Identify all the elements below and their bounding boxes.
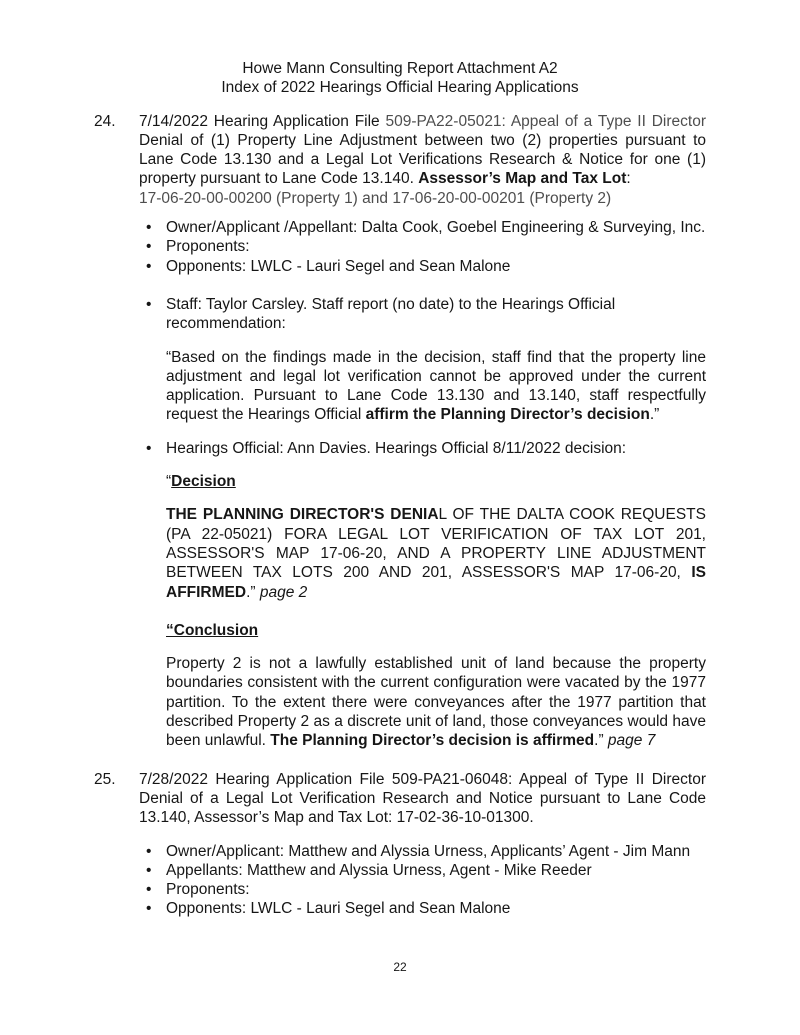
staff-quote-close: .” bbox=[649, 406, 660, 424]
bullet-staff: • Staff: Taylor Carsley. Staff report (no date) to the Hearings Official recommendation: bbox=[139, 295, 706, 334]
item-24 bbox=[94, 112, 706, 751]
decision-bold-lead: THE PLANNING DIRECTOR'S DENIA bbox=[166, 506, 439, 524]
staff-quote-text: “Based on the findings made in the decision, staff find that the property line adjustment and legal lot verification cannot be approved under the current application. Pursuant to Lane Code 13.130 and 13.140, staff respectfully request the Hearings Official bbox=[166, 348, 706, 424]
bullet-opponents: • Opponents: LWLC - Lauri Segel and Sean Malone bbox=[139, 899, 706, 918]
map-tax-lot-line: 17-06-20-00-00200 (Property 1) and 17-06-20-00-00201 (Property 2) bbox=[139, 189, 612, 207]
item-24-hearings-list bbox=[139, 439, 706, 458]
bullet-proponents: • Proponents: bbox=[139, 237, 706, 256]
doc-title-line-2: Index of 2022 Hearings Official Hearing Applications bbox=[221, 79, 579, 97]
item-24-intro bbox=[139, 112, 706, 189]
bullet-opponents: • Opponents: LWLC - Lauri Segel and Sean Malone bbox=[139, 257, 706, 276]
item-25-parties-list bbox=[139, 842, 706, 919]
item-24-parties-list bbox=[139, 218, 706, 276]
file-number-text: 509-PA22-05021: Appeal of a Type II Director bbox=[385, 112, 706, 130]
bullet-owner-applicant: • Owner/Applicant: Matthew and Alyssia Urness, Applicants’ Agent - Jim Mann bbox=[139, 842, 706, 861]
decision-body-text: L OF THE DALTA COOK REQUESTS (PA 22-05021) FORA LEGAL LOT VERIFICATION OF TAX LOT 201, ASSESSOR'S MAP 17-06-20, AND A PROPERTY LINE ADJUSTMENT BETWEEN TAX LOTS 200 AND 201, ASSESSOR'S MAP 17-06-20, bbox=[166, 506, 706, 582]
item-25-intro: 7/28/2022 Hearing Application File 509-PA21-06048: Appeal of Type II Director Denial of a Legal Lot Verification Research and Notice pursuant to Lane Code 13.140, Assessor’s Map and Tax Lot: 17-02-36-10-01300. bbox=[139, 770, 706, 827]
conclusion-body-text: Property 2 is not a lawfully established unit of land because the property boundaries consistent with the current configuration were vacated by the 1977 partition. To the extent there were conveyances after the 1977 partition that described Property 2 as a discrete unit of land, those conveyances would have been unlawful. bbox=[166, 655, 706, 750]
decision-open-quote: “ bbox=[166, 473, 172, 491]
document-header bbox=[94, 59, 706, 98]
staff-quote-bold-text: affirm the Planning Director’s decision bbox=[365, 406, 650, 424]
decision-heading-text: Decision bbox=[171, 473, 236, 491]
item-24-body bbox=[139, 112, 706, 751]
item-25 bbox=[94, 770, 706, 919]
decision-close: .” bbox=[246, 583, 260, 601]
decision-page-ref: page 2 bbox=[259, 583, 308, 601]
decision-affirmed-bold: IS AFFIRMED bbox=[166, 564, 706, 601]
conclusion-close: .” bbox=[594, 732, 608, 750]
decision-paragraph bbox=[166, 505, 706, 601]
item-25-body bbox=[139, 770, 706, 919]
staff-recommendation-quote bbox=[166, 348, 706, 425]
intro-lead-text: 7/14/2022 Hearing Application File bbox=[139, 112, 386, 130]
intro-colon: : bbox=[626, 170, 631, 188]
item-24-number: 24. bbox=[94, 112, 116, 130]
conclusion-heading-text: “Conclusion bbox=[166, 621, 259, 639]
bullet-owner-applicant: • Owner/Applicant /Appellant: Dalta Cook, Goebel Engineering & Surveying, Inc. bbox=[139, 218, 706, 237]
item-24-staff-list bbox=[139, 295, 706, 334]
conclusion-page-ref: page 7 bbox=[607, 732, 656, 750]
item-25-number: 25. bbox=[94, 770, 116, 788]
conclusion-affirmed-bold: The Planning Director’s decision is affirmed bbox=[270, 732, 595, 750]
page-number: 22 bbox=[393, 959, 407, 974]
intro-body-text: Denial of (1) Property Line Adjustment between two (2) properties pursuant to Lane Code 13.130 and a Legal Lot Verifications Research & Notice for one (1) property pursuant to Lane Code 13.140. bbox=[139, 131, 706, 188]
bullet-hearings-official: • Hearings Official: Ann Davies. Hearings Official 8/11/2022 decision: bbox=[139, 439, 706, 458]
decision-heading bbox=[166, 472, 706, 491]
conclusion-paragraph bbox=[166, 654, 706, 750]
conclusion-heading bbox=[166, 621, 706, 640]
bullet-appellants: • Appellants: Matthew and Alyssia Urness, Agent - Mike Reeder bbox=[139, 861, 706, 880]
doc-title-line-1: Howe Mann Consulting Report Attachment A2 bbox=[242, 60, 558, 77]
assessors-map-label: Assessor’s Map and Tax Lot bbox=[418, 170, 627, 188]
bullet-proponents: • Proponents: bbox=[139, 880, 706, 899]
